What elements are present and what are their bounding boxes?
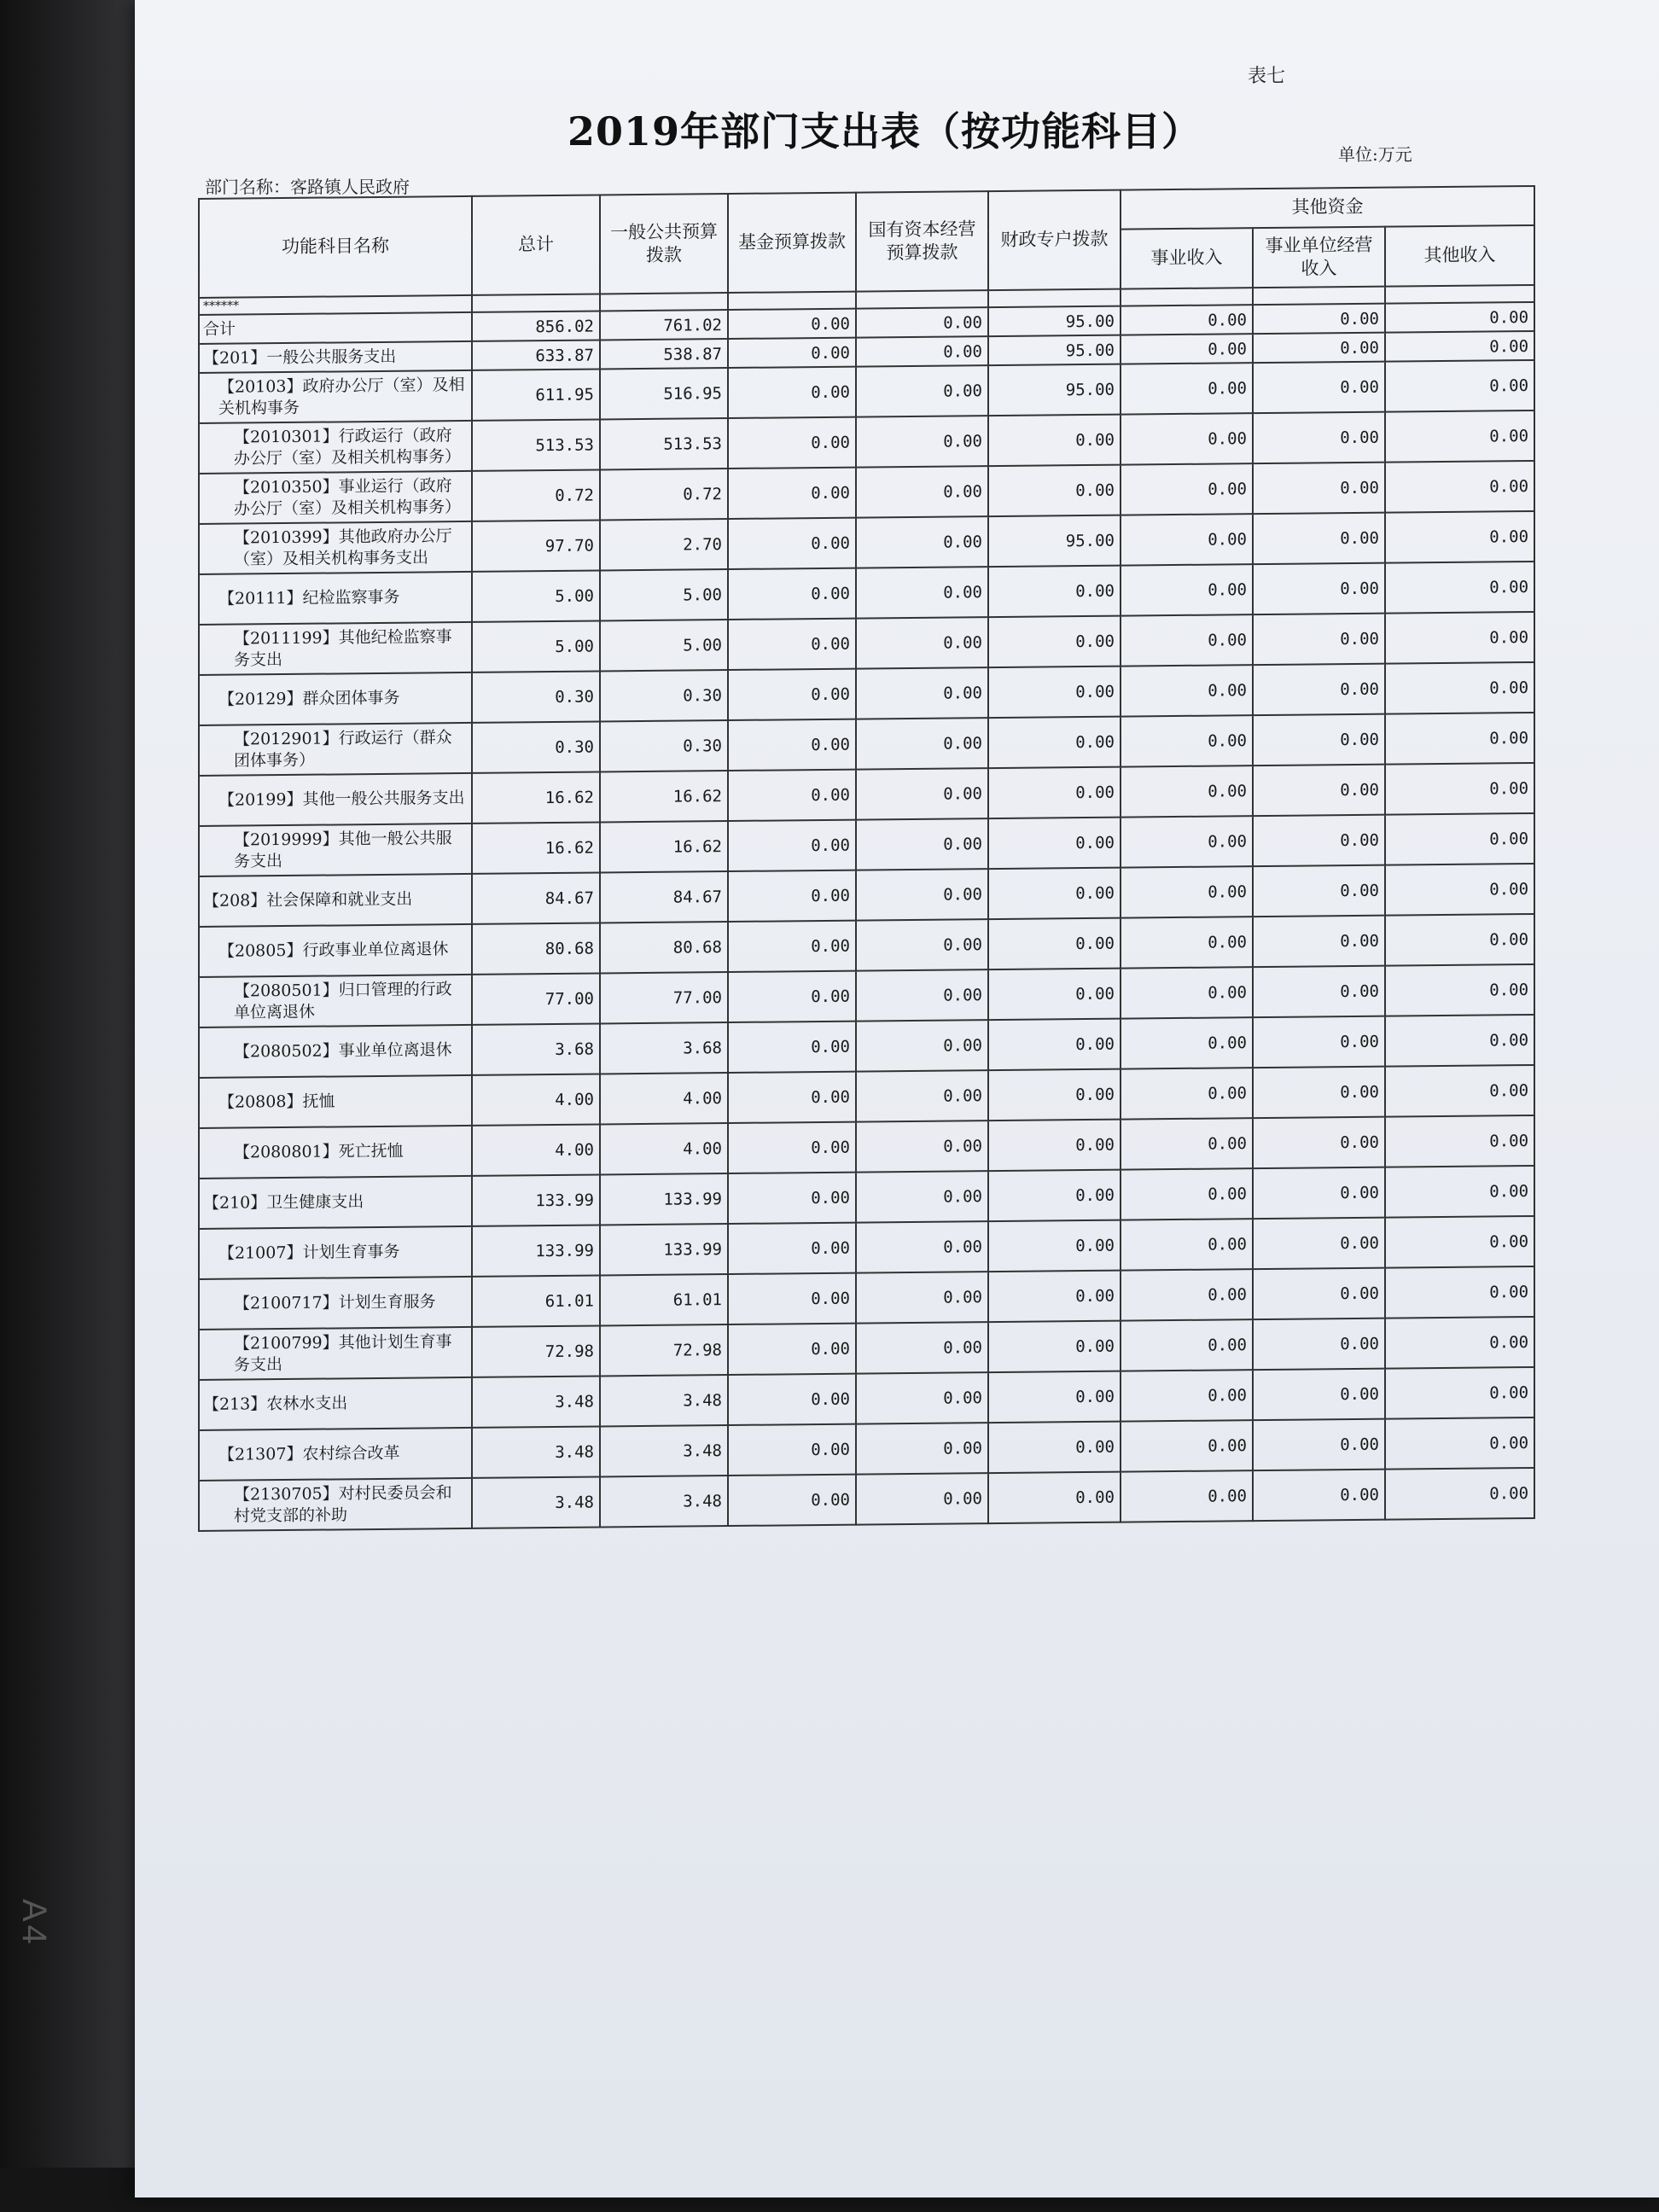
row-business-income-cell: 0.00 <box>1253 714 1385 765</box>
row-general-budget-cell: 3.68 <box>600 1022 728 1074</box>
row-fund-budget-cell: 0.00 <box>728 1273 856 1324</box>
dark-desk-background <box>0 0 149 2212</box>
row-state-capital-cell: 0.00 <box>856 1272 988 1323</box>
row-state-capital-cell: 0.00 <box>856 667 988 719</box>
row-fund-budget-cell: 0.00 <box>728 417 856 469</box>
row-other-income-cell: 0.00 <box>1385 1367 1534 1419</box>
row-other-income-cell: 0.00 <box>1385 1015 1534 1067</box>
row-business-income-cell: 0.00 <box>1253 1419 1385 1470</box>
row-career-income-cell: 0.00 <box>1121 1068 1253 1119</box>
row-business-income-cell: 0.00 <box>1253 412 1385 463</box>
row-total-cell: 72.98 <box>472 1326 600 1377</box>
row-business-income-cell: 0.00 <box>1253 966 1385 1017</box>
row-other-income-cell: 0.00 <box>1385 612 1534 664</box>
row-other-income-cell: 0.00 <box>1385 662 1534 714</box>
row-special-account-cell: 0.00 <box>988 616 1121 667</box>
row-state-capital-cell: 0.00 <box>856 567 988 618</box>
row-career-income-cell: 0.00 <box>1121 1370 1253 1421</box>
row-general-budget-cell: 2.70 <box>600 519 728 570</box>
row-general-budget-cell: 16.62 <box>600 771 728 822</box>
row-career-income-cell: 0.00 <box>1121 1269 1253 1320</box>
row-fund-budget-cell: 0.00 <box>728 921 856 972</box>
row-name-cell: 【210】卫生健康支出 <box>199 1176 472 1229</box>
row-state-capital-cell: 0.00 <box>856 365 988 416</box>
department-name: 部门名称：客路镇人民政府 <box>205 177 410 197</box>
row-general-budget-cell: 16.62 <box>600 821 728 872</box>
row-name-cell: 【20129】群众团体事务 <box>199 672 472 725</box>
row-other-income-cell: 0.00 <box>1385 1266 1534 1318</box>
row-fund-budget-cell: 0.00 <box>728 669 856 720</box>
row-total-cell: 3.48 <box>472 1477 600 1528</box>
row-special-account-cell: 0.00 <box>988 667 1121 718</box>
row-career-income-cell: 0.00 <box>1121 866 1253 917</box>
row-career-income-cell: 0.00 <box>1121 305 1253 335</box>
row-general-budget-cell: 72.98 <box>600 1324 728 1376</box>
row-general-budget-cell: 5.00 <box>600 620 728 671</box>
row-career-income-cell: 0.00 <box>1121 1118 1253 1169</box>
row-name-cell: 【2010301】行政运行（政府办公厅（室）及相关机构事务） <box>199 421 472 474</box>
row-name-cell: 【2100799】其他计划生育事务支出 <box>199 1327 472 1380</box>
row-total-cell: 16.62 <box>472 823 600 874</box>
row-state-capital-cell: 0.00 <box>856 516 988 568</box>
header-other-income: 其他收入 <box>1385 225 1534 287</box>
row-special-account-cell: 95.00 <box>988 306 1121 336</box>
row-other-income-cell: 0.00 <box>1385 763 1534 815</box>
unit-label: 单位:万元 <box>1338 144 1412 165</box>
row-business-income-cell: 0.00 <box>1253 1369 1385 1420</box>
row-state-capital-cell: 0.00 <box>856 1121 988 1172</box>
row-total-cell: 84.67 <box>472 873 600 924</box>
row-special-account-cell: 0.00 <box>988 1271 1121 1322</box>
header-state-capital: 国有资本经营预算拨款 <box>856 191 988 291</box>
sheet-number: 表七 <box>1248 66 1286 87</box>
row-other-income-cell: 0.00 <box>1385 713 1534 765</box>
row-business-income-cell: 0.00 <box>1253 1016 1385 1068</box>
row-special-account-cell: 0.00 <box>988 969 1121 1020</box>
row-total-cell: 513.53 <box>472 420 600 471</box>
row-state-capital-cell: 0.00 <box>856 336 988 366</box>
row-career-income-cell: 0.00 <box>1121 1470 1253 1522</box>
row-state-capital-cell: 0.00 <box>856 919 988 970</box>
row-business-income-cell: 0.00 <box>1253 463 1385 514</box>
row-fund-budget-cell: 0.00 <box>728 1122 856 1173</box>
table-body <box>199 285 1534 1531</box>
row-other-income-cell: 0.00 <box>1385 813 1534 865</box>
row-state-capital-cell: 0.00 <box>856 466 988 517</box>
row-other-income-cell: 0.00 <box>1385 964 1534 1016</box>
row-state-capital-cell: 0.00 <box>856 969 988 1021</box>
row-business-income-cell: 0.00 <box>1253 1470 1385 1521</box>
row-name-cell: 【20805】行政事业单位离退休 <box>199 924 472 977</box>
row-fund-budget-cell: 0.00 <box>728 1324 856 1375</box>
row-state-capital-cell: 0.00 <box>856 1171 988 1222</box>
row-career-income-cell: 0.00 <box>1121 463 1253 515</box>
row-fund-budget-cell: 0.00 <box>728 468 856 519</box>
row-general-budget-cell: 3.48 <box>600 1375 728 1426</box>
row-general-budget-cell: 84.67 <box>600 871 728 923</box>
row-career-income-cell: 0.00 <box>1121 816 1253 867</box>
row-other-income-cell: 0.00 <box>1385 864 1534 916</box>
row-special-account-cell: 0.00 <box>988 717 1121 768</box>
row-name-cell: 【2010399】其他政府办公厅（室）及相关机构事务支出 <box>199 521 472 574</box>
row-business-income-cell: 0.00 <box>1253 865 1385 917</box>
row-state-capital-cell: 0.00 <box>856 416 988 467</box>
row-special-account-cell: 0.00 <box>988 1472 1121 1523</box>
row-state-capital-cell: 0.00 <box>856 818 988 870</box>
row-general-budget-cell: 4.00 <box>600 1073 728 1124</box>
row-business-income-cell: 0.00 <box>1253 614 1385 665</box>
row-name-cell: 【21307】农村综合改革 <box>199 1428 472 1481</box>
row-state-capital-cell: 0.00 <box>856 307 988 337</box>
row-other-income-cell: 0.00 <box>1385 331 1534 362</box>
header-business-income: 事业单位经营收入 <box>1253 227 1385 288</box>
row-other-income-cell: 0.00 <box>1385 302 1534 333</box>
row-special-account-cell: 0.00 <box>988 1069 1121 1121</box>
row-general-budget-cell: 77.00 <box>600 972 728 1023</box>
row-total-cell: 61.01 <box>472 1276 600 1327</box>
row-career-income-cell: 0.00 <box>1121 1319 1253 1371</box>
row-business-income-cell: 0.00 <box>1253 1268 1385 1319</box>
row-special-account-cell: 0.00 <box>988 868 1121 919</box>
row-career-income-cell: 0.00 <box>1121 715 1253 766</box>
row-name-cell: 【2100717】计划生育服务 <box>199 1277 472 1330</box>
row-name-cell: 【2011199】其他纪检监察事务支出 <box>199 622 472 675</box>
row-state-capital-cell: 0.00 <box>856 869 988 920</box>
row-career-income-cell: 0.00 <box>1121 665 1253 716</box>
header-special-account: 财政专户拨款 <box>988 190 1121 290</box>
row-state-capital-cell: 0.00 <box>856 1473 988 1524</box>
row-special-account-cell: 95.00 <box>988 335 1121 365</box>
row-general-budget-cell: 5.00 <box>600 569 728 620</box>
row-total-cell: 611.95 <box>472 370 600 421</box>
row-other-income-cell: 0.00 <box>1385 1417 1534 1470</box>
row-career-income-cell: 0.00 <box>1121 1219 1253 1270</box>
row-name-cell: 【208】社会保障和就业支出 <box>199 874 472 927</box>
row-name-cell: 【20111】纪检监察事务 <box>199 572 472 625</box>
row-special-account-cell: 0.00 <box>988 767 1121 818</box>
row-special-account-cell: 0.00 <box>988 1120 1121 1171</box>
row-general-budget-cell: 61.01 <box>600 1274 728 1325</box>
header-general-budget: 一般公共预算拨款 <box>600 194 728 294</box>
row-fund-budget-cell: 0.00 <box>728 870 856 922</box>
row-name-cell: 【201】一般公共服务支出 <box>199 341 472 373</box>
row-total-cell: 97.70 <box>472 521 600 572</box>
row-other-income-cell: 0.00 <box>1385 1166 1534 1218</box>
row-special-account-cell: 95.00 <box>988 515 1121 567</box>
row-general-budget-cell: 133.99 <box>600 1173 728 1225</box>
binder-spine-label: A4 <box>15 1899 53 1947</box>
row-general-budget-cell: 0.30 <box>600 720 728 771</box>
row-business-income-cell: 0.00 <box>1253 563 1385 614</box>
row-other-income-cell: 0.00 <box>1385 914 1534 966</box>
row-total-cell: 133.99 <box>472 1225 600 1277</box>
row-career-income-cell: 0.00 <box>1121 514 1253 565</box>
marker-empty-cell <box>856 290 988 309</box>
row-other-income-cell: 0.00 <box>1385 511 1534 563</box>
row-fund-budget-cell: 0.00 <box>728 820 856 871</box>
row-general-budget-cell: 761.02 <box>600 310 728 340</box>
row-total-cell: 5.00 <box>472 571 600 622</box>
row-business-income-cell: 0.00 <box>1253 333 1385 363</box>
row-business-income-cell: 0.00 <box>1253 1167 1385 1219</box>
page-title: 2019年部门支出表（按功能科目） <box>568 108 1202 154</box>
row-state-capital-cell: 0.00 <box>856 1221 988 1272</box>
row-business-income-cell: 0.00 <box>1253 1218 1385 1269</box>
row-fund-budget-cell: 0.00 <box>728 971 856 1022</box>
header-total: 总计 <box>472 195 600 294</box>
expenditure-table <box>198 185 1535 1532</box>
row-state-capital-cell: 0.00 <box>856 1322 988 1373</box>
row-total-cell: 80.68 <box>472 923 600 975</box>
row-fund-budget-cell: 0.00 <box>728 1223 856 1274</box>
row-name-cell: 【2019999】其他一般公共服务支出 <box>199 824 472 876</box>
row-general-budget-cell: 516.95 <box>600 368 728 419</box>
marker-empty-cell <box>988 289 1121 308</box>
row-total-cell: 4.00 <box>472 1125 600 1176</box>
row-special-account-cell: 0.00 <box>988 1170 1121 1221</box>
row-name-cell: 【2080801】死亡抚恤 <box>199 1126 472 1179</box>
header-fund-budget: 基金预算拨款 <box>728 193 856 293</box>
row-state-capital-cell: 0.00 <box>856 1020 988 1071</box>
row-total-cell: 3.48 <box>472 1427 600 1478</box>
row-special-account-cell: 0.00 <box>988 818 1121 869</box>
header-career-income: 事业收入 <box>1121 228 1253 288</box>
row-special-account-cell: 0.00 <box>988 1019 1121 1070</box>
row-total-cell: 3.68 <box>472 1024 600 1075</box>
row-career-income-cell: 0.00 <box>1121 614 1253 666</box>
row-special-account-cell: 0.00 <box>988 566 1121 617</box>
marker-empty-cell <box>1121 288 1253 306</box>
row-state-capital-cell: 0.00 <box>856 768 988 819</box>
row-special-account-cell: 0.00 <box>988 465 1121 516</box>
row-business-income-cell: 0.00 <box>1253 765 1385 816</box>
row-fund-budget-cell: 0.00 <box>728 367 856 418</box>
row-fund-budget-cell: 0.00 <box>728 1475 856 1526</box>
marker-empty-cell <box>600 293 728 311</box>
row-other-income-cell: 0.00 <box>1385 1468 1534 1520</box>
header-other-funds: 其他资金 <box>1121 186 1534 230</box>
row-other-income-cell: 0.00 <box>1385 1317 1534 1369</box>
row-name-cell: 【2012901】行政运行（群众团体事务） <box>199 723 472 776</box>
header-name: 功能科目名称 <box>199 196 472 298</box>
row-fund-budget-cell: 0.00 <box>728 619 856 670</box>
row-total-cell: 3.48 <box>472 1377 600 1428</box>
row-fund-budget-cell: 0.00 <box>728 568 856 620</box>
row-other-income-cell: 0.00 <box>1385 1216 1534 1268</box>
row-name-cell: 【20808】抚恤 <box>199 1075 472 1128</box>
row-other-income-cell: 0.00 <box>1385 1065 1534 1117</box>
row-general-budget-cell: 513.53 <box>600 418 728 469</box>
row-general-budget-cell: 80.68 <box>600 922 728 973</box>
marker-cell: ****** <box>199 295 472 315</box>
row-total-cell: 0.30 <box>472 672 600 723</box>
row-career-income-cell: 0.00 <box>1121 413 1253 464</box>
row-career-income-cell: 0.00 <box>1121 334 1253 364</box>
row-fund-budget-cell: 0.00 <box>728 719 856 771</box>
row-business-income-cell: 0.00 <box>1253 1318 1385 1370</box>
row-total-cell: 5.00 <box>472 621 600 672</box>
row-total-cell: 4.00 <box>472 1074 600 1126</box>
row-career-income-cell: 0.00 <box>1121 917 1253 968</box>
row-name-cell: 【2080502】事业单位离退休 <box>199 1025 472 1078</box>
row-business-income-cell: 0.00 <box>1253 362 1385 413</box>
row-other-income-cell: 0.00 <box>1385 461 1534 513</box>
row-special-account-cell: 0.00 <box>988 918 1121 969</box>
expenditure-table-wrapper <box>198 185 1534 1532</box>
row-special-account-cell: 95.00 <box>988 364 1121 416</box>
row-other-income-cell: 0.00 <box>1385 410 1534 463</box>
row-general-budget-cell: 0.72 <box>600 469 728 520</box>
row-general-budget-cell: 3.48 <box>600 1425 728 1476</box>
row-career-income-cell: 0.00 <box>1121 363 1253 414</box>
row-total-cell: 77.00 <box>472 974 600 1025</box>
row-general-budget-cell: 0.30 <box>600 670 728 721</box>
row-total-cell: 0.72 <box>472 470 600 521</box>
row-state-capital-cell: 0.00 <box>856 718 988 769</box>
row-fund-budget-cell: 0.00 <box>728 1072 856 1123</box>
row-name-cell: 【20103】政府办公厅（室）及相关机构事务 <box>199 370 472 423</box>
row-business-income-cell: 0.00 <box>1253 1067 1385 1118</box>
row-fund-budget-cell: 0.00 <box>728 770 856 821</box>
row-total-cell: 16.62 <box>472 772 600 824</box>
row-general-budget-cell: 133.99 <box>600 1224 728 1275</box>
row-special-account-cell: 0.00 <box>988 1422 1121 1473</box>
row-career-income-cell: 0.00 <box>1121 765 1253 817</box>
row-state-capital-cell: 0.00 <box>856 617 988 668</box>
row-fund-budget-cell: 0.00 <box>728 1022 856 1073</box>
row-business-income-cell: 0.00 <box>1253 304 1385 334</box>
row-name-cell: 【20199】其他一般公共服务支出 <box>199 773 472 826</box>
row-state-capital-cell: 0.00 <box>856 1372 988 1423</box>
row-career-income-cell: 0.00 <box>1121 1017 1253 1068</box>
row-special-account-cell: 0.00 <box>988 415 1121 466</box>
row-name-cell: 【2080501】归口管理的行政单位离退休 <box>199 975 472 1027</box>
row-fund-budget-cell: 0.00 <box>728 1424 856 1476</box>
marker-empty-cell <box>1253 287 1385 306</box>
row-special-account-cell: 0.00 <box>988 1321 1121 1372</box>
row-name-cell: 【21007】计划生育事务 <box>199 1226 472 1279</box>
row-total-cell: 133.99 <box>472 1175 600 1226</box>
row-general-budget-cell: 538.87 <box>600 339 728 369</box>
row-fund-budget-cell: 0.00 <box>728 1374 856 1425</box>
row-special-account-cell: 0.00 <box>988 1220 1121 1272</box>
row-business-income-cell: 0.00 <box>1253 1117 1385 1168</box>
marker-empty-cell <box>1385 285 1534 304</box>
marker-empty-cell <box>472 294 600 312</box>
row-other-income-cell: 0.00 <box>1385 562 1534 614</box>
row-other-income-cell: 0.00 <box>1385 1115 1534 1167</box>
row-state-capital-cell: 0.00 <box>856 1423 988 1474</box>
row-name-cell: 合计 <box>199 312 472 344</box>
row-business-income-cell: 0.00 <box>1253 916 1385 967</box>
row-career-income-cell: 0.00 <box>1121 1168 1253 1220</box>
row-career-income-cell: 0.00 <box>1121 967 1253 1018</box>
row-career-income-cell: 0.00 <box>1121 1420 1253 1471</box>
row-state-capital-cell: 0.00 <box>856 1070 988 1121</box>
row-business-income-cell: 0.00 <box>1253 513 1385 564</box>
row-name-cell: 【2010350】事业运行（政府办公厅（室）及相关机构事务） <box>199 471 472 524</box>
row-fund-budget-cell: 0.00 <box>728 309 856 339</box>
row-special-account-cell: 0.00 <box>988 1371 1121 1423</box>
row-career-income-cell: 0.00 <box>1121 564 1253 615</box>
row-fund-budget-cell: 0.00 <box>728 338 856 368</box>
row-business-income-cell: 0.00 <box>1253 815 1385 866</box>
row-fund-budget-cell: 0.00 <box>728 1173 856 1224</box>
row-other-income-cell: 0.00 <box>1385 360 1534 412</box>
row-fund-budget-cell: 0.00 <box>728 518 856 569</box>
row-total-cell: 633.87 <box>472 341 600 370</box>
row-total-cell: 856.02 <box>472 311 600 341</box>
marker-empty-cell <box>728 292 856 311</box>
row-business-income-cell: 0.00 <box>1253 664 1385 715</box>
row-name-cell: 【213】农林水支出 <box>199 1377 472 1430</box>
row-total-cell: 0.30 <box>472 722 600 773</box>
row-name-cell: 【2130705】对村民委员会和村党支部的补助 <box>199 1478 472 1531</box>
row-general-budget-cell: 3.48 <box>600 1476 728 1527</box>
row-general-budget-cell: 4.00 <box>600 1123 728 1174</box>
